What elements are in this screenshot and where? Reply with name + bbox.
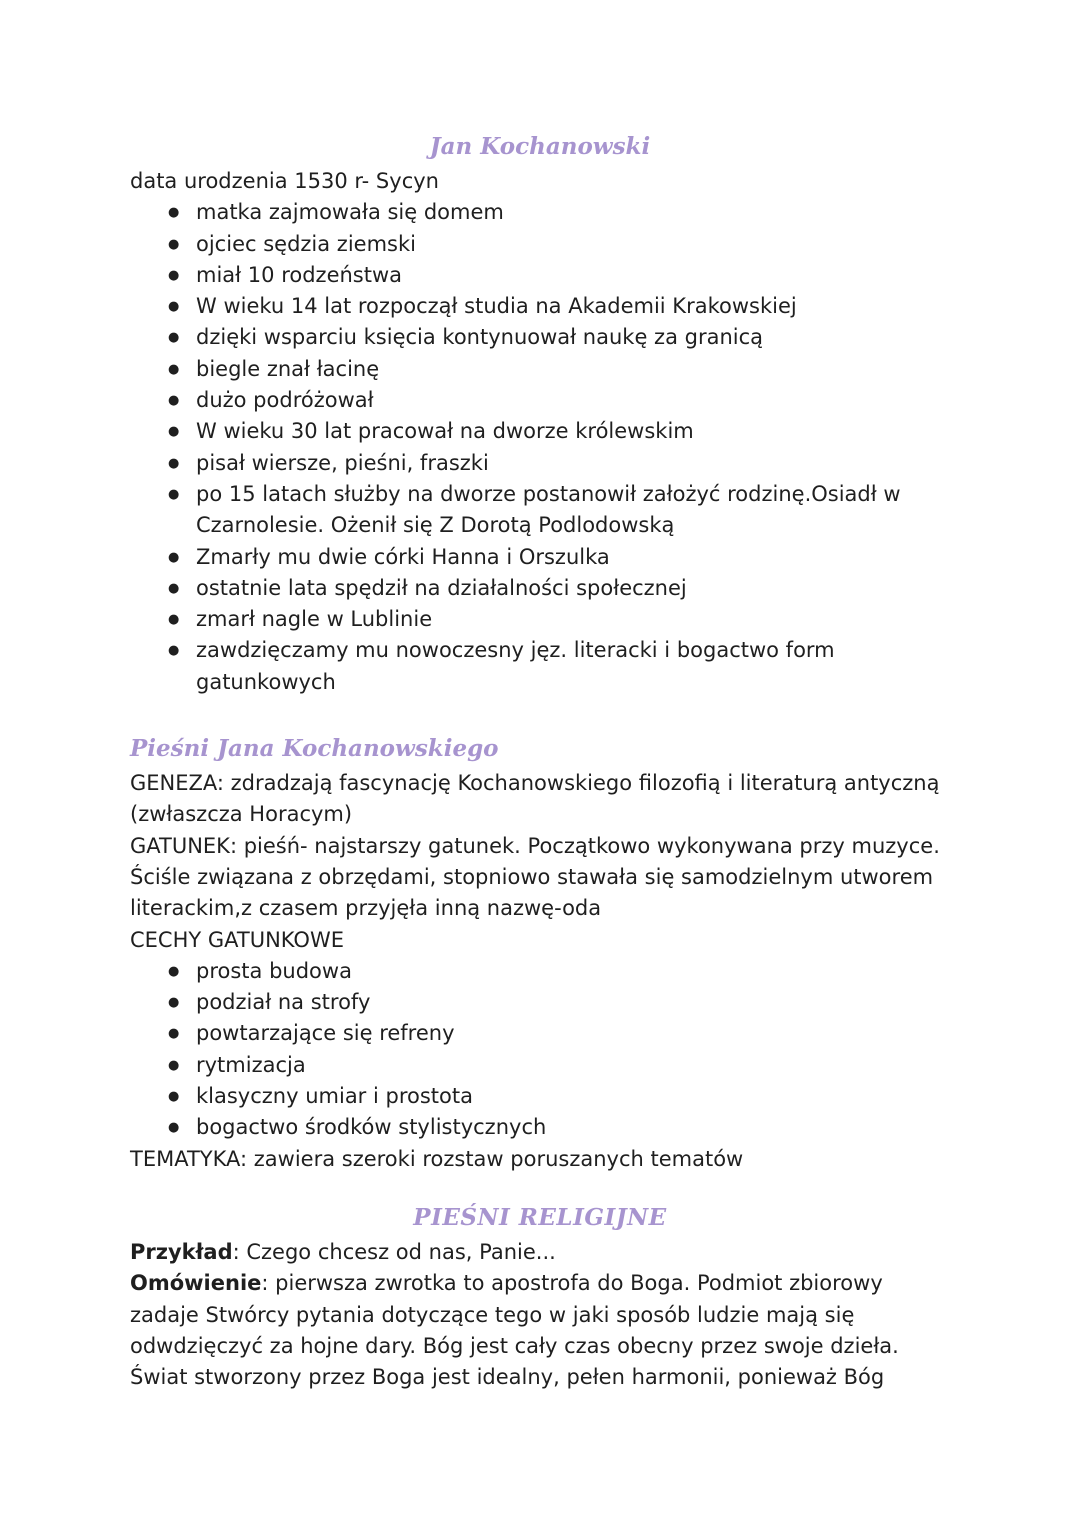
list-item: ● matka zajmowała się domem [130,197,950,228]
cechy-label: CECHY GATUNKOWE [130,927,344,952]
przyklad-text: : Czego chcesz od nas, Panie... [232,1239,556,1264]
list-item: ● rytmizacja [130,1050,950,1081]
list-item: ● podział na strofy [130,987,950,1018]
przyklad-paragraph [130,1237,950,1268]
omowienie-label: Omówienie [130,1271,262,1296]
list-item: ● powtarzające się refreny [130,1018,950,1049]
list-item: ● ostatnie lata spędził na działalności społecznej [130,573,950,604]
list-item: ● dzięki wsparciu księcia kontynuował naukę za granicą [130,322,950,353]
section-heading-piesni-religijne: PIEŚNI RELIGIJNE [413,1203,667,1231]
list-item: ● ojciec sędzia ziemski [130,229,950,260]
geneza-paragraph: GENEZA: zdradzają fascynację Kochanowskiego filozofią i literaturą antyczną (zwłaszcza Horacym) [130,771,940,827]
document-content [130,128,950,1393]
list-item: ● zmarł nagle w Lublinie [130,604,950,635]
list-item: ● biegle znał łacinę [130,354,950,385]
biography-list [130,197,950,698]
list-item: ● dużo podróżował [130,385,950,416]
section-heading-kochanowski: Jan Kochanowski [429,133,651,160]
list-item: ● W wieku 30 lat pracował na dworze królewskim [130,416,950,447]
section-heading-piesni: Pieśni Jana Kochanowskiego [130,735,499,763]
spacer [130,1175,950,1199]
cechy-list [130,956,950,1144]
list-item: ● pisał wiersze, pieśni, fraszki [130,448,950,479]
przyklad-label: Przykład [130,1239,233,1264]
birth-info: data urodzenia 1530 r- Sycyn [130,169,439,193]
list-item: ● klasyczny umiar i prostota [130,1081,950,1112]
list-item: ● miał 10 rodzeństwa [130,260,950,291]
gatunek-paragraph: GATUNEK: pieśń- najstarszy gatunek. Początkowo wykonywana przy muzyce. Ściśle związana z obrzędami, stopniowo stawała się samodzielnym utworem literackim,z czasem przyjęła inną nazwę-oda [130,833,940,921]
list-item: ● bogactwo środków stylistycznych [130,1112,950,1143]
spacer [130,698,950,730]
list-item: ● Zmarły mu dwie córki Hanna i Orszulka [130,542,950,573]
tematyka-paragraph: TEMATYKA: zawiera szeroki rozstaw poruszanych tematów [130,1146,744,1171]
list-item: ● prosta budowa [130,956,950,987]
list-item: ● po 15 latach służby na dworze postanowił założyć rodzinę.Osiadł w Czarnolesie. Ożenił się Z Dorotą Podlodowską [130,479,950,542]
omowienie-paragraph [130,1268,950,1393]
omowienie-text: : pierwsza zwrotka to apostrofa do Boga. Podmiot zbiorowy zadaje Stwórcy pytania dotyczące tego w jaki sposób ludzie mają się odwdzięczyć za hojne dary. Bóg jest cały czas obecny przez swoje dzieła. Świat stworzony przez Boga jest idealny, pełen harmonii, ponieważ Bóg [130,1271,899,1390]
list-item: ● W wieku 14 lat rozpoczął studia na Akademii Krakowskiej [130,291,950,322]
list-item: ● zawdzięczamy mu nowoczesny jęz. literacki i bogactwo form gatunkowych [130,635,950,698]
